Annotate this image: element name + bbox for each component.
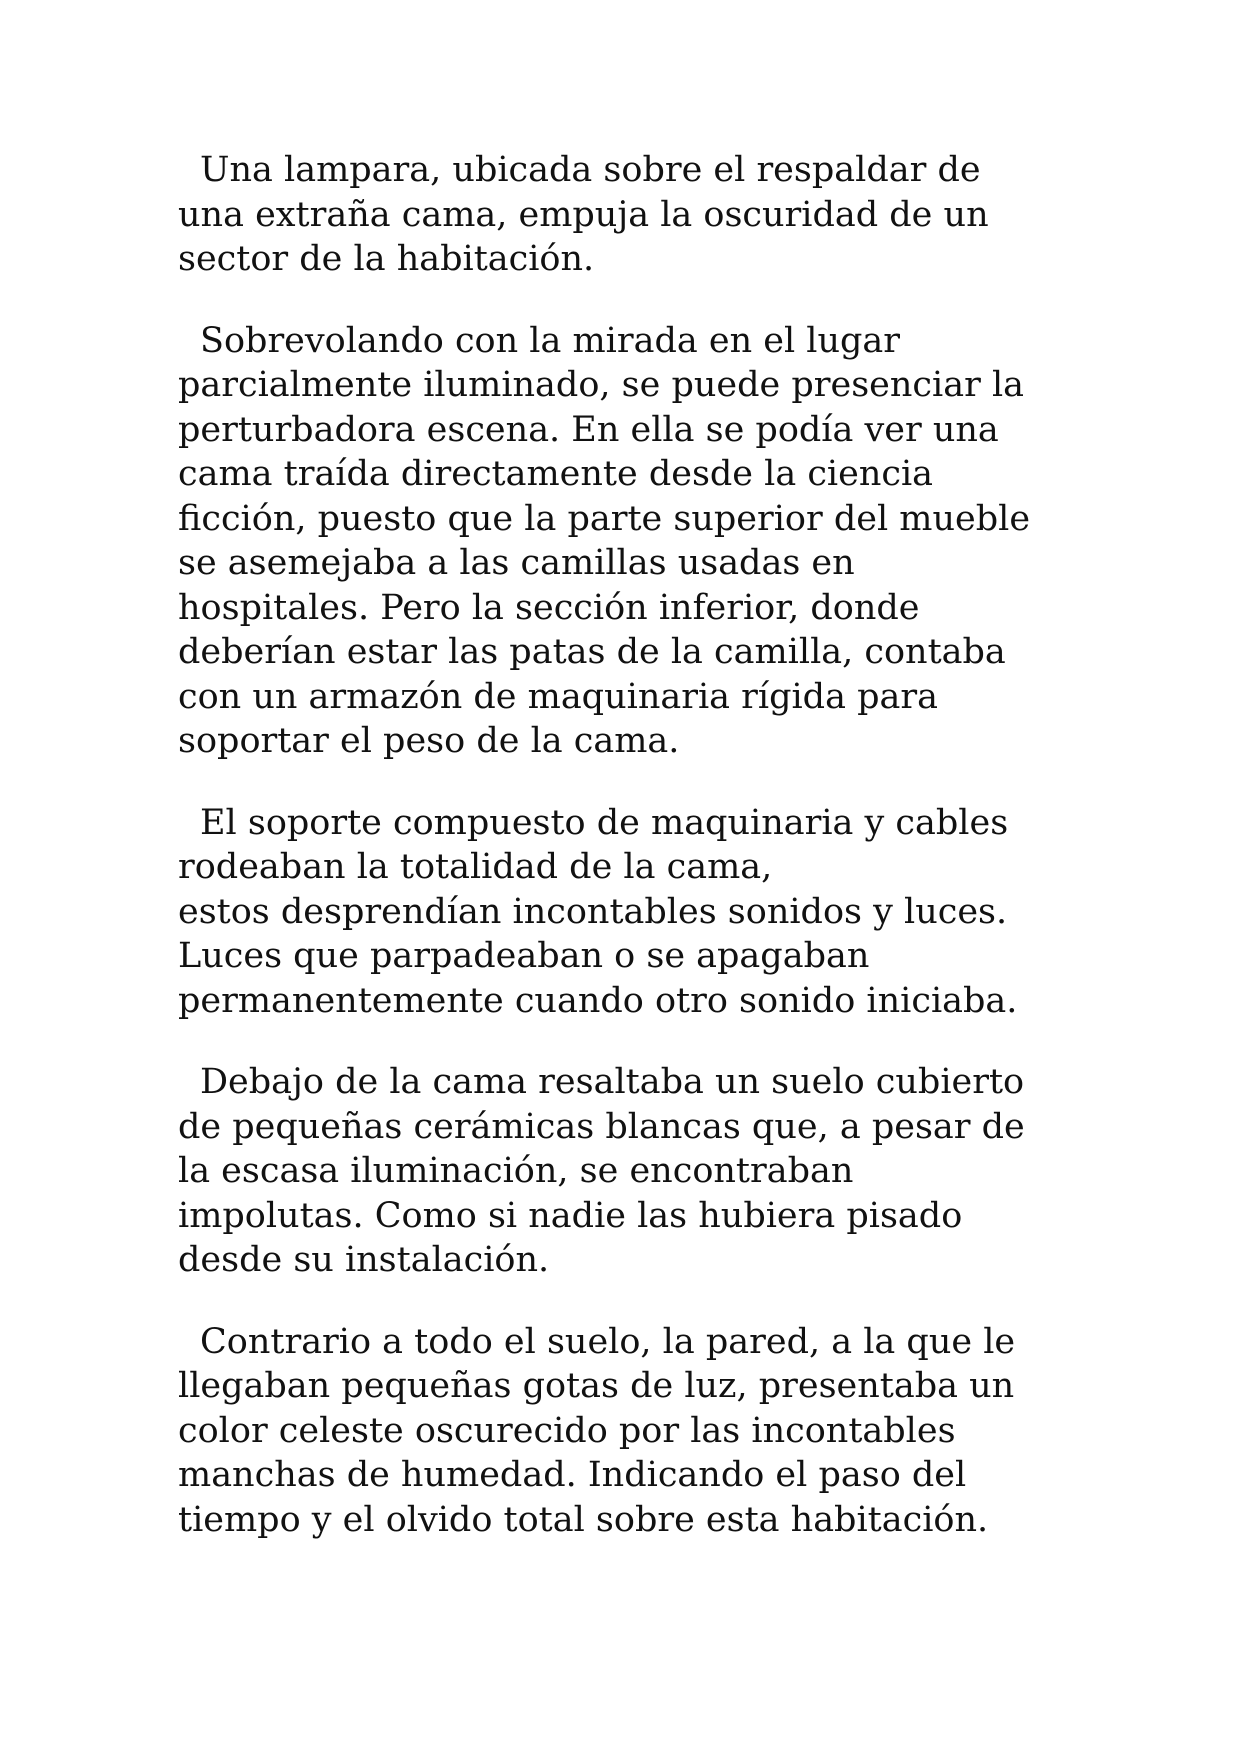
text-line: tiempo y el olvido total sobre esta habitación. (178, 1499, 989, 1540)
body-text (178, 148, 1098, 1579)
text-line: color celeste oscurecido por las incontables (178, 1410, 956, 1451)
text-line: se asemejaba a las camillas usadas en (178, 543, 855, 583)
text-line: deberían estar las patas de la camilla, contaba (178, 632, 1006, 672)
paragraph-1 (178, 148, 1098, 282)
text-line: una extraña cama, empuja la oscuridad de un (178, 194, 989, 235)
text-line: Debajo de la cama resaltaba un suelo cubierto (200, 1062, 1025, 1102)
paragraph-4 (178, 1060, 1098, 1283)
text-line: soportar el peso de la cama. (178, 721, 680, 761)
text-line: Sobrevolando con la mirada en el lugar (200, 320, 900, 361)
text-line: permanentemente cuando otro sonido iniciaba. (178, 980, 1018, 1021)
text-line: de pequeñas cerámicas blancas que, a pesar de (178, 1106, 1025, 1147)
text-line: perturbadora escena. En ella se podía ver una (178, 409, 999, 450)
text-line: impolutas. Como si nadie las hubiera pisado (178, 1195, 963, 1236)
text-line: llegaban pequeñas gotas de luz, presentaba un (178, 1366, 1015, 1406)
text-line: Una lampara, ubicada sobre el respaldar de (200, 150, 981, 190)
text-line: sector de la habitación. (178, 239, 595, 279)
paragraph-5 (178, 1320, 1098, 1543)
text-line: Luces que parpadeaban o se apagaban (178, 936, 870, 976)
paragraph-3 (178, 801, 1098, 1024)
text-line: cama traída directamente desde la ciencia (178, 454, 934, 494)
text-line: estos desprendían incontables sonidos y luces. (178, 891, 1008, 932)
text-line: con un armazón de maquinaria rígida para (178, 676, 938, 717)
text-line: ficción, puesto que la parte superior del mueble (178, 498, 1031, 539)
text-line: parcialmente iluminado, se puede presenciar la (178, 365, 1024, 405)
text-line: hospitales. Pero la sección inferior, donde (178, 587, 920, 628)
text-line: Contrario a todo el suelo, la pared, a la que le (200, 1321, 1016, 1362)
text-line: la escasa iluminación, se encontraban (178, 1151, 854, 1191)
text-line: desde su instalación. (178, 1240, 550, 1280)
text-line: manchas de humedad. Indicando el paso del (178, 1455, 967, 1495)
text-line: rodeaban la totalidad de la cama, (178, 847, 773, 887)
paragraph-2 (178, 319, 1098, 764)
text-line: El soporte compuesto de maquinaria y cables (200, 802, 1009, 843)
